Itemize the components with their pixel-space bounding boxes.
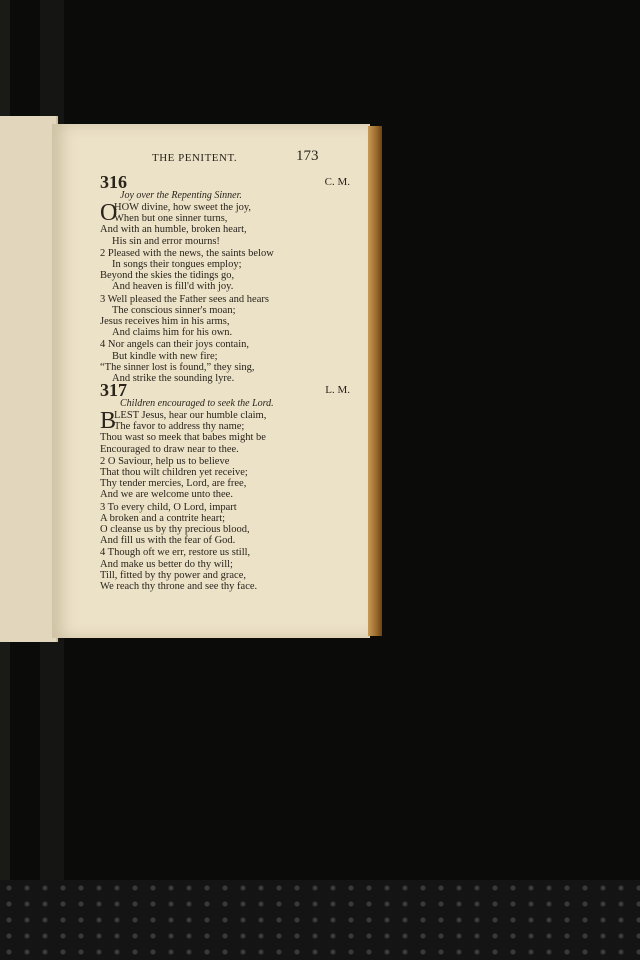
verse-line: 2 Pleased with the news, the saints below [100,247,274,259]
hymn-subtitle: Joy over the Repenting Sinner. [120,190,242,201]
verse-2 [100,248,350,293]
verse-line: And with an humble, broken heart, [100,224,247,236]
verse-line: When but one sinner turns, [114,213,228,225]
verse-line: 3 Well pleased the Father sees and hears [100,293,269,305]
dropcap: O [100,200,118,226]
verse-2 [100,456,350,501]
hymn-number: 316 [100,172,127,192]
hymn-316 [100,172,350,384]
verse-line: 2 O Saviour, help us to believe [100,455,230,467]
book-page [52,124,370,638]
verse-line: 4 Nor angels can their joys contain, [100,339,249,351]
verse-line: Beyond the skies the tidings go, [100,270,235,282]
background-fabric [0,880,640,960]
verse-line: 3 To every child, O Lord, impart [100,501,237,513]
verse-1 [100,202,350,247]
hymn-number: 317 [100,380,127,400]
verse-line: His sin and error mourns! [112,235,220,247]
verse-line: That thou wilt children yet receive; [100,467,248,479]
verse-line: In songs their tongues employ; [112,259,242,271]
verse-1 [100,410,350,455]
verse-line: And we are welcome unto thee. [100,489,233,501]
facing-page [0,116,58,642]
verse-4 [100,339,350,384]
verse-line: And make us better do thy will; [100,558,233,570]
verse-line: B LEST Jesus, hear our humble claim, [100,408,267,434]
verse-line: And heaven is fill'd with joy. [112,281,234,293]
dropcap: B [100,408,117,434]
page-header [52,148,370,168]
verse-line: The favor to address thy name; [114,421,245,433]
hymn-meter: L. M. [325,384,350,396]
verse-line: But kindle with new fire; [112,350,218,362]
verse-line: And fill us with the fear of God. [100,535,236,547]
hymn-subtitle: Children encouraged to seek the Lord. [120,398,274,409]
verse-line: Jesus receives him in his arms, [100,316,230,328]
hymn-317 [100,380,350,592]
hymn-header [100,380,350,400]
verse-line: Encouraged to draw near to thee. [100,443,239,455]
running-title: THE PENITENT. [152,152,238,164]
hymn-header [100,172,350,192]
verse-line: Thou wast so meek that babes might be [100,432,266,444]
page-block-edge [368,126,382,636]
verse-line: Till, fitted by thy power and grace, [100,569,247,581]
verse-line: O cleanse us by thy precious blood, [100,524,250,536]
verse-line: And strike the sounding lyre. [112,373,235,385]
verse-line: A broken and a contrite heart; [100,512,226,524]
verse-line: 4 Though oft we err, restore us still, [100,547,251,559]
verse-line: We reach thy throne and see thy face. [100,581,258,593]
hymn-meter: C. M. [324,176,350,188]
verse-line: Thy tender mercies, Lord, are free, [100,478,247,490]
verse-3 [100,502,350,547]
verse-line: “The sinner lost is found,” they sing, [100,361,255,373]
verse-line: O HOW divine, how sweet the joy, [100,200,252,226]
page-number: 173 [296,148,319,164]
verse-line: And claims him for his own. [112,327,233,339]
verse-3 [100,294,350,339]
verse-line: The conscious sinner's moan; [112,304,236,316]
verse-4 [100,547,350,592]
